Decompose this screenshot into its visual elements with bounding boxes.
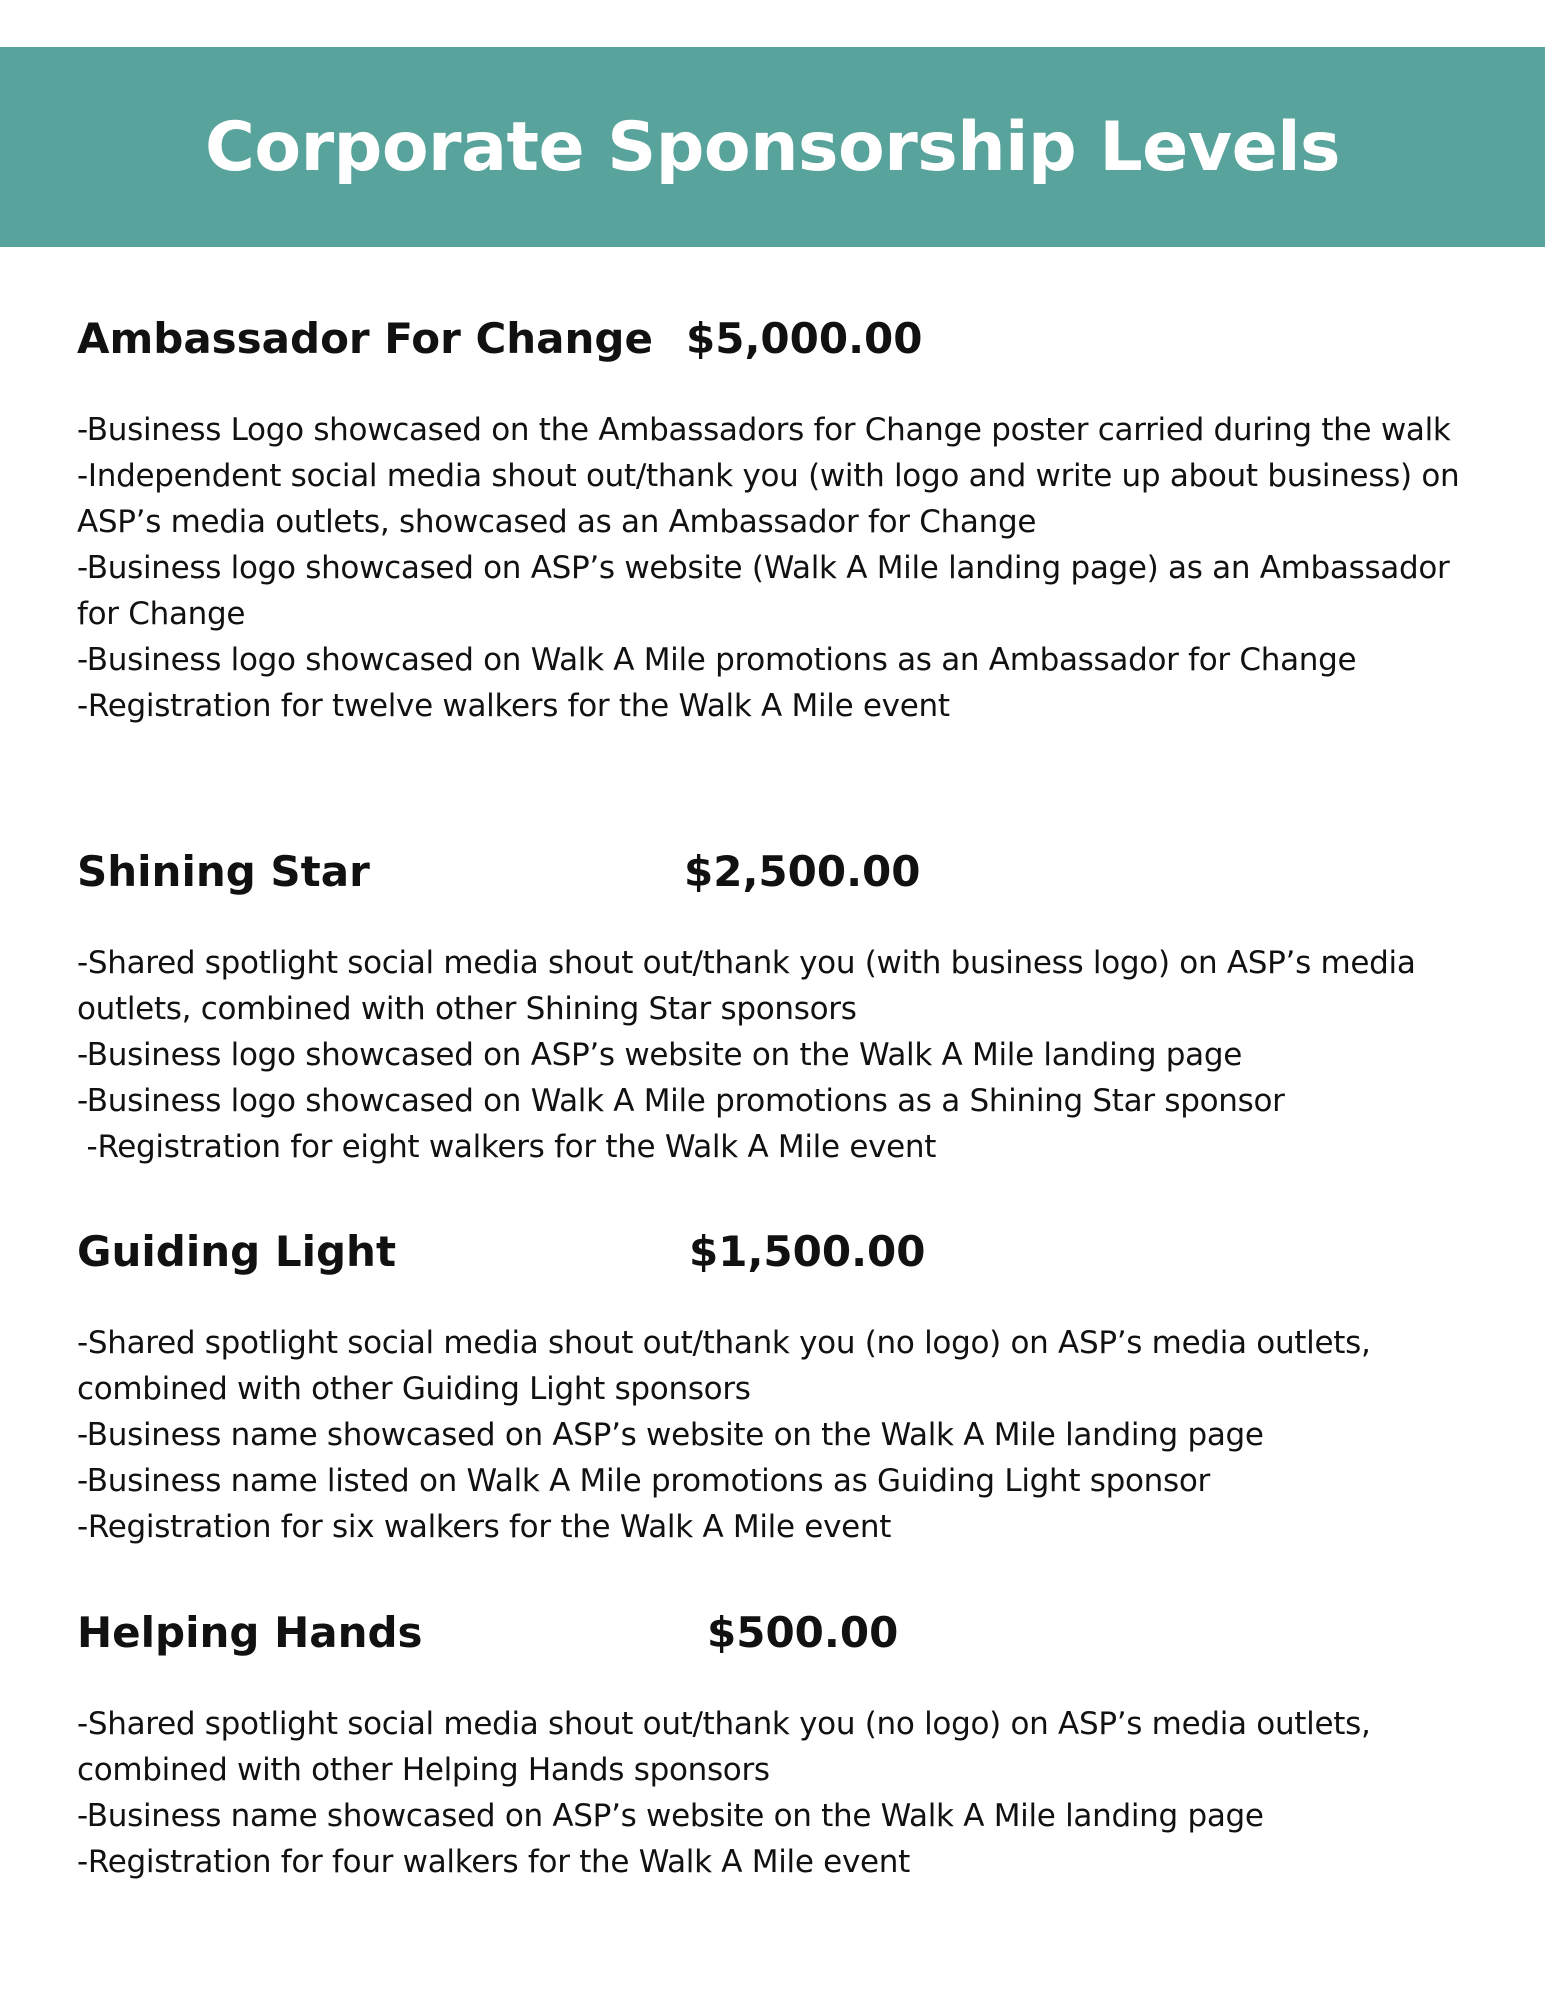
benefit-item: -Business logo showcased on ASP’s website (Walk A Mile landing page) as an Ambassador for Change xyxy=(77,550,1450,632)
level-name: Guiding Light xyxy=(77,1227,397,1276)
level-name: Helping Hands xyxy=(77,1608,423,1657)
benefit-item: -Registration for eight walkers for the Walk A Mile event xyxy=(77,1129,937,1165)
title-banner xyxy=(0,47,1545,247)
benefit-item: -Registration for six walkers for the Walk A Mile event xyxy=(77,1509,892,1545)
benefit-item: -Business name listed on Walk A Mile promotions as Guiding Light sponsor xyxy=(77,1463,1210,1499)
benefit-list xyxy=(77,407,1487,729)
level-ambassador-for-change xyxy=(77,309,1487,729)
benefit-item: -Business logo showcased on Walk A Mile promotions as a Shining Star sponsor xyxy=(77,1083,1285,1119)
benefit-list xyxy=(77,1320,1487,1550)
page-title: Corporate Sponsorship Levels xyxy=(205,107,1340,187)
benefit-list xyxy=(77,1701,1487,1885)
level-guiding-light xyxy=(77,1222,1487,1550)
level-price: $2,500.00 xyxy=(684,847,921,896)
benefit-item: -Shared spotlight social media shout out/thank you (no logo) on ASP’s media outlets, combined with other Helping Hands sponsors xyxy=(77,1706,1371,1788)
level-helping-hands xyxy=(77,1603,1487,1885)
level-name: Shining Star xyxy=(77,847,370,896)
benefit-item: -Shared spotlight social media shout out/thank you (with business logo) on ASP’s media outlets, combined with other Shining Star sponsors xyxy=(77,945,1416,1027)
benefit-item: -Registration for twelve walkers for the Walk A Mile event xyxy=(77,688,950,724)
level-header xyxy=(77,1603,1487,1663)
level-header xyxy=(77,309,1487,369)
benefit-item: -Business Logo showcased on the Ambassadors for Change poster carried during the walk xyxy=(77,412,1451,448)
level-header xyxy=(77,1222,1487,1282)
level-header xyxy=(77,842,1487,902)
benefit-item: -Independent social media shout out/thank you (with logo and write up about business) on ASP’s media outlets, showcased as an Ambassador for Change xyxy=(77,458,1460,540)
level-price: $1,500.00 xyxy=(689,1227,926,1276)
level-price: $500.00 xyxy=(707,1608,899,1657)
benefit-item: -Business name showcased on ASP’s website on the Walk A Mile landing page xyxy=(77,1417,1264,1453)
level-name: Ambassador For Change xyxy=(77,314,653,363)
benefit-item: -Registration for four walkers for the Walk A Mile event xyxy=(77,1844,910,1880)
level-price: $5,000.00 xyxy=(686,314,923,363)
benefit-list xyxy=(77,940,1487,1170)
benefit-item: -Business name showcased on ASP’s website on the Walk A Mile landing page xyxy=(77,1798,1264,1834)
benefit-item: -Shared spotlight social media shout out/thank you (no logo) on ASP’s media outlets, combined with other Guiding Light sponsors xyxy=(77,1325,1371,1407)
level-shining-star xyxy=(77,842,1487,1170)
benefit-item: -Business logo showcased on Walk A Mile promotions as an Ambassador for Change xyxy=(77,642,1357,678)
benefit-item: -Business logo showcased on ASP’s website on the Walk A Mile landing page xyxy=(77,1037,1242,1073)
